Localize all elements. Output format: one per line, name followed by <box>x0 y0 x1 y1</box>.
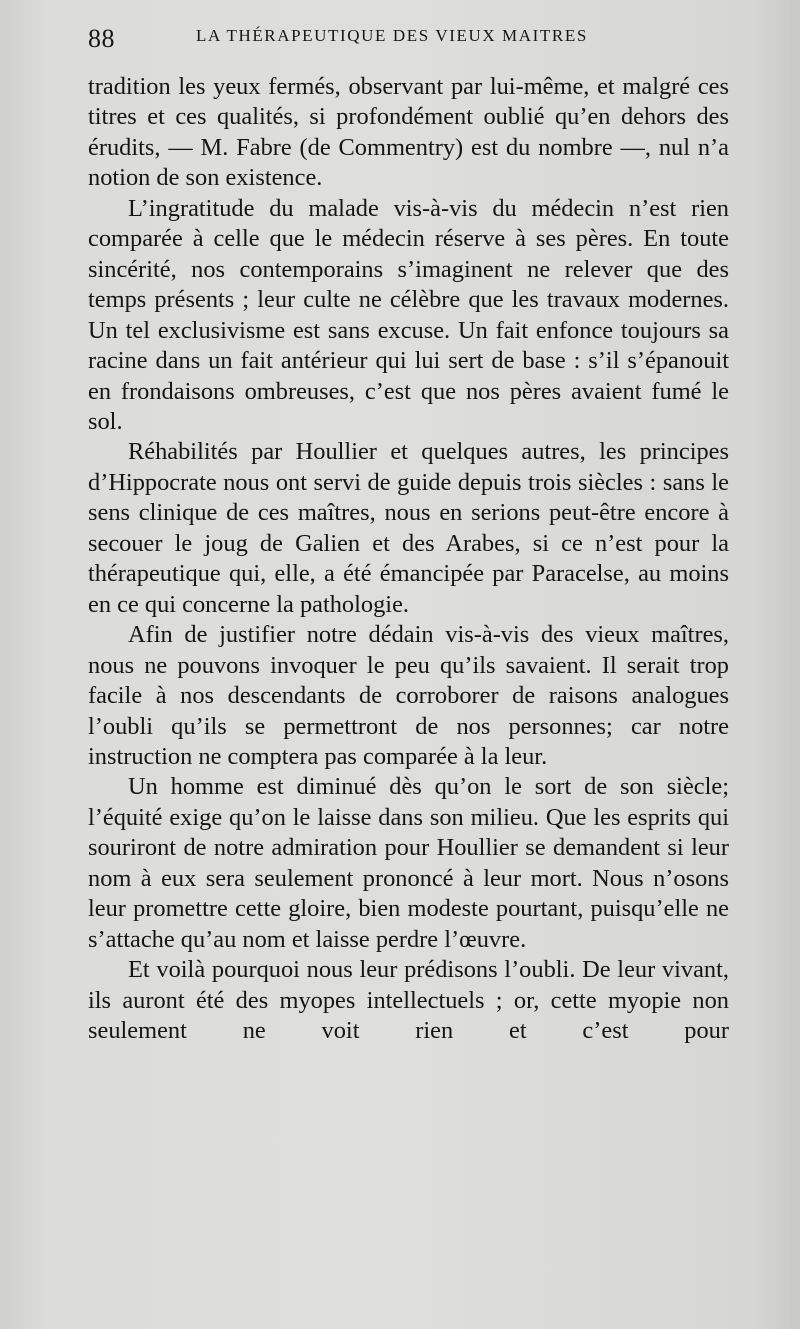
paragraph-4: Afin de justifier notre dédain vis-à-vis des vieux maîtres, nous ne pouvons invoquer le peu qu’ils savaient. Il serait trop facile à nos descendants de corroborer de raisons analogues l’oubli qu’ils se permettront de nos personnes; car notre instruction ne comptera pas comparée à la leur. <box>88 621 729 770</box>
paragraph-5: Un homme est diminué dès qu’on le sort de son siècle; l’équité exige qu’on le laisse dans son milieu. Que les esprits qui souriront de notre admiration pour Houllier se demandent si leur nom à eux sera seulement prononcé à leur mort. Nous n’osons leur promettre cette gloire, bien modeste pourtant, puisqu’elle ne s’attache qu’au nom et laisse perdre l’œuvre. <box>88 773 729 953</box>
paragraph-3: Réhabilités par Houllier et quelques autres, les principes d’Hippocrate nous ont servi de guide depuis trois siècles : sans le sens clinique de ces maîtres, nous en serions peut-être encore à secouer le joug de Galien et des Arabes, si ce n’est pour la thérapeutique qui, elle, a été émancipée par Paracelse, au moins en ce qui concerne la pathologie. <box>88 438 729 618</box>
paragraph-2: L’ingratitude du malade vis-à-vis du médecin n’est rien comparée à celle que le médecin réserve à ses pères. En toute sincérité, nos contemporains s’imaginent ne relever que des temps présents ; leur culte ne célèbre que les travaux modernes. Un tel exclusivisme est sans excuse. Un fait enfonce toujours sa racine dans un fait antérieur qui lui sert de base : s’il s’épanouit en frondaisons ombreuses, c’est que nos pères avaient fumé le sol. <box>88 194 729 435</box>
page-header <box>88 18 728 58</box>
running-title: LA THÉRAPEUTIQUE DES VIEUX MAITRES <box>196 26 588 45</box>
body-text <box>88 72 729 1047</box>
paragraph-6: Et voilà pourquoi nous leur prédisons l’oubli. De leur vivant, ils auront été des myopes intellectuels ; or, cette myopie non seulement ne voit rien et c’est pour <box>88 956 729 1045</box>
paragraph-1: tradition les yeux fermés, observant par lui-même, et malgré ces titres et ces qualités, si profondément oublié qu’en dehors des érudits, — M. Fabre (de Commentry) est du nombre —, nul n’a notion de son existence. <box>88 73 729 192</box>
page-number: 88 <box>88 24 115 53</box>
